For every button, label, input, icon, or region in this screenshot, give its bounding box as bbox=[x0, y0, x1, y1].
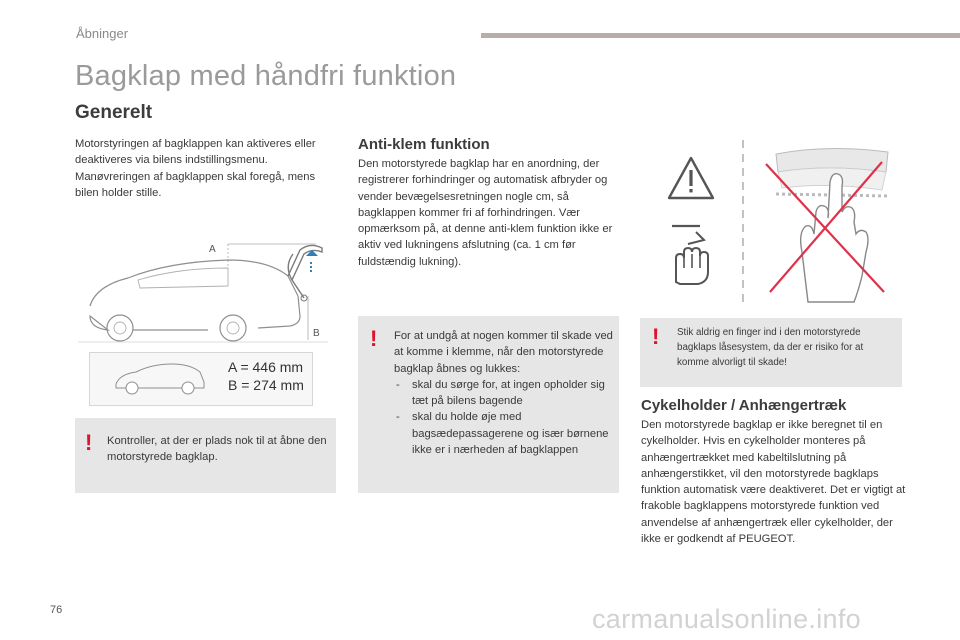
label-a: A bbox=[209, 244, 216, 255]
finger-cross-illustration bbox=[758, 142, 892, 307]
hand-pinch-icon bbox=[666, 220, 720, 286]
warning-box-finger bbox=[640, 318, 902, 387]
section-title: Generelt bbox=[75, 102, 153, 123]
watermark: carmanualsonline.info bbox=[592, 604, 861, 634]
section-label: Åbninger bbox=[76, 26, 129, 41]
bike-text: Den motorstyrede bagklap er ikke beregnet til en cykelholder. Hvis en cykelholder monteres på anhængertrækket med kabeltilslutning på anhængerstikket, vil den motorstyrede bagklaps funktion automatisk være deaktiveret. Det er vigtigt at frakoble bagklappens motorstyrede funktion ved anvendelse af anhængertræk eller cykelholder, der ikke er godkendt af PEUGEOT. bbox=[641, 419, 906, 546]
warning-box-children bbox=[358, 316, 619, 493]
bike-heading: Cykelholder / Anhængertræk bbox=[641, 397, 847, 414]
warning-children-lead: For at undgå at nogen kommer til skade ved at komme i klemme, når den motorstyrede bagklap åbnes og lukkes: bbox=[394, 330, 613, 375]
warning-icon: ! bbox=[85, 430, 93, 455]
warning-icon: ! bbox=[370, 326, 378, 351]
page-title: Bagklap med håndfri funktion bbox=[75, 60, 457, 92]
anti-pinch-heading: Anti-klem funktion bbox=[358, 136, 490, 153]
dimension-b: B = 274 mm bbox=[228, 377, 304, 393]
car-side-illustration bbox=[78, 236, 328, 346]
label-b: B bbox=[313, 328, 320, 339]
list-item: - skal du sørge for, at ingen opholder sig tæt på bilens bagende bbox=[394, 377, 614, 410]
dimension-a: A = 446 mm bbox=[228, 359, 304, 375]
intro-text: Motorstyringen af bagklappen kan aktiveres eller deaktiveres via bilens indstillingsmenu. Manøvreringen af bagklappen skal foregå, mens bilen holder stille. bbox=[75, 138, 316, 199]
warning-space-text: Kontroller, at der er plads nok til at åbne den motorstyrede bagklap. bbox=[107, 435, 327, 464]
anti-pinch-text: Den motorstyrede bagklap har en anordning, der registrerer forhindringer og automatisk afbryder og vender bevægelsesretningen nogle cm, så bagklappen kommer fri af forhindringen. Vær opmærksom på, at denne anti-klem funktion ikke er aktiv ved lukningens afslutning (ca. 1 cm før fuldstændig lukning). bbox=[358, 158, 613, 268]
car-rear-illustration bbox=[112, 358, 208, 398]
warning-icon: ! bbox=[652, 324, 660, 349]
warning-box-space bbox=[75, 418, 336, 493]
header-bar bbox=[481, 33, 960, 38]
page-number: 76 bbox=[50, 604, 63, 616]
warning-finger-text: Stik aldrig en finger ind i den motorstyrede bagklaps låsesystem, da der er risiko for at komme alvorligt til skade! bbox=[677, 327, 864, 368]
separator-dashed-line bbox=[740, 140, 746, 305]
list-item: - skal du holde øje med bagsædepassagerene og især børnene ikke er i nærheden af bagklappen bbox=[394, 409, 614, 458]
warning-triangle-icon bbox=[666, 154, 716, 204]
warning-children-list bbox=[394, 377, 614, 458]
